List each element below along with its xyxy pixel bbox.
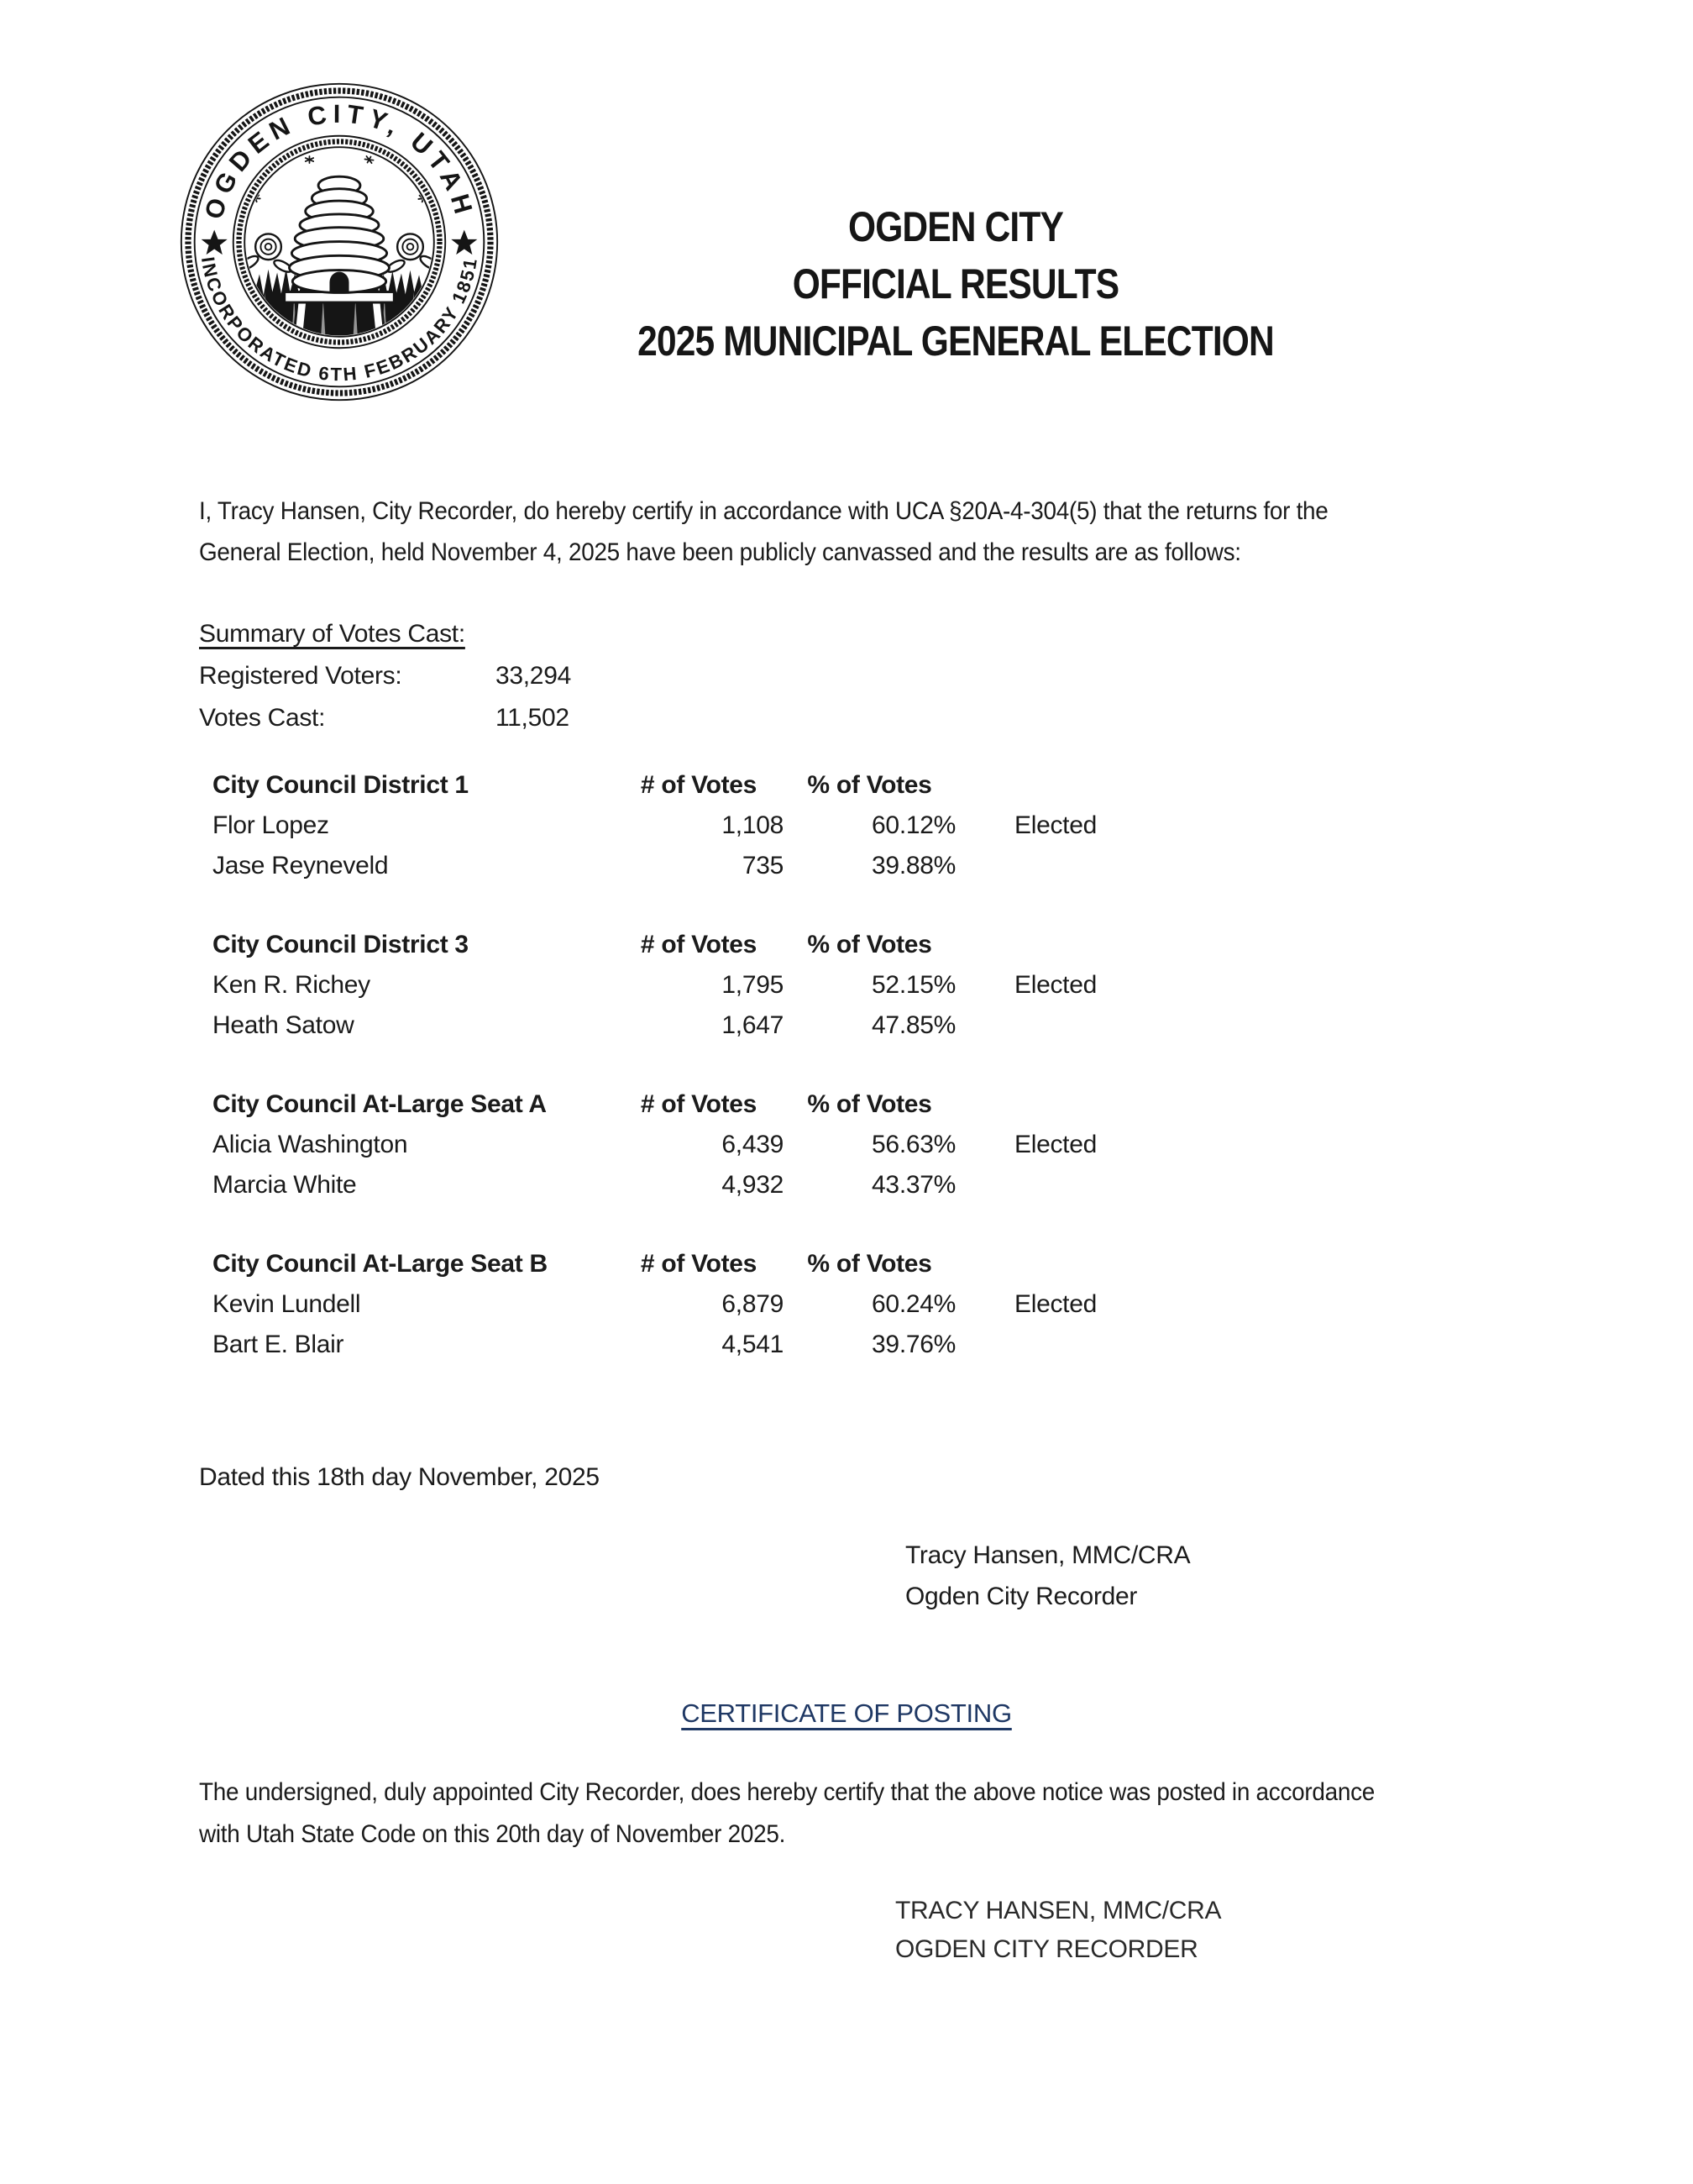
city-seal [178, 81, 501, 403]
summary-label: Registered Voters: [199, 662, 402, 690]
posting-heading: CERTIFICATE OF POSTING [681, 1698, 1012, 1728]
star-icon [451, 230, 477, 255]
title-line-3: 2025 MUNICIPAL GENERAL ELECTION [637, 318, 1274, 365]
recorder-signature-block [905, 1535, 1190, 1617]
candidate-votes: 1,795 [721, 971, 784, 999]
posting-line-1: The undersigned, duly appointed City Recorder, does hereby certify that the above notice was posted in accordance [199, 1778, 1375, 1806]
contest-section-district-1 [212, 765, 1182, 886]
summary-label: Votes Cast: [199, 704, 326, 732]
candidate-percent: 56.63% [872, 1131, 956, 1158]
candidate-percent: 52.15% [872, 971, 956, 999]
percent-column-header: % of Votes [807, 1090, 932, 1118]
posting-signature-title: OGDEN CITY RECORDER [895, 1935, 1198, 1963]
summary-heading: Summary of Votes Cast: [199, 620, 465, 648]
contest-title: City Council District 1 [212, 771, 469, 799]
summary-value: 33,294 [495, 662, 571, 690]
candidate-percent: 43.37% [872, 1171, 956, 1199]
title-line-1: OGDEN CITY [848, 203, 1063, 250]
elected-status [1014, 846, 1182, 886]
candidate-votes: 1,108 [721, 811, 784, 839]
contest-title: City Council District 3 [212, 931, 469, 958]
candidate-name: Flor Lopez [212, 811, 329, 839]
recorder-name: Tracy Hansen, MMC/CRA [905, 1541, 1191, 1569]
document-title [578, 198, 1334, 370]
contest-section-at-large-a [212, 1084, 1182, 1205]
votes-column-header: # of Votes [640, 931, 757, 958]
certification-line-2: General Election, held November 4, 2025 have been publicly canvassed and the results are as follows: [199, 538, 1241, 566]
star-icon [202, 230, 228, 255]
candidate-name: Jase Reyneveld [212, 852, 389, 879]
contest-section-district-3 [212, 925, 1182, 1046]
city-seal-graphic [178, 81, 501, 403]
candidate-name: Alicia Washington [212, 1131, 408, 1158]
candidate-votes: 1,647 [721, 1011, 784, 1039]
candidate-name: Kevin Lundell [212, 1290, 361, 1318]
hive-door-icon [329, 272, 349, 292]
posting-paragraph [199, 1772, 1503, 1856]
seal-bottom-text: INCORPORATED 6TH FEBRUARY 1851 [197, 255, 482, 386]
elected-status [1014, 1165, 1182, 1205]
candidate-percent: 47.85% [872, 1011, 956, 1039]
candidate-percent: 60.24% [872, 1290, 956, 1318]
percent-column-header: % of Votes [807, 931, 932, 958]
candidate-votes: 4,932 [721, 1171, 784, 1199]
votes-column-header: # of Votes [640, 1090, 757, 1118]
candidate-name: Heath Satow [212, 1011, 354, 1039]
votes-column-header: # of Votes [640, 1250, 757, 1278]
seal-top-text: OGDEN CITY, UTAH [198, 98, 480, 223]
percent-column-header: % of Votes [807, 771, 932, 799]
contest-section-at-large-b [212, 1244, 1182, 1365]
posting-signature-name: TRACY HANSEN, MMC/CRA [895, 1897, 1222, 1924]
candidate-name: Bart E. Blair [212, 1331, 344, 1358]
candidate-votes: 4,541 [721, 1331, 784, 1358]
summary-of-votes [199, 613, 571, 739]
summary-row [199, 697, 571, 739]
posting-line-2: with Utah State Code on this 20th day of November 2025. [199, 1820, 786, 1848]
certification-paragraph [199, 491, 1496, 573]
certification-line-1: I, Tracy Hansen, City Recorder, do hereby certify in accordance with UCA §20A-4-304(5) that the returns for the [199, 497, 1329, 525]
candidate-percent: 39.76% [872, 1331, 956, 1358]
candidate-votes: 6,879 [721, 1290, 784, 1318]
recorder-title: Ogden City Recorder [905, 1583, 1138, 1610]
summary-value: 11,502 [495, 704, 569, 732]
title-line-2: OFFICIAL RESULTS [792, 260, 1119, 307]
candidate-votes: 735 [742, 852, 784, 879]
votes-column-header: # of Votes [640, 771, 757, 799]
contest-title: City Council At-Large Seat A [212, 1090, 547, 1118]
elected-status: Elected [1014, 1290, 1097, 1318]
elected-status [1014, 1005, 1182, 1046]
summary-row [199, 655, 571, 697]
contest-results [212, 765, 1182, 1404]
posting-signature-block [895, 1892, 1221, 1969]
candidate-votes: 6,439 [721, 1131, 784, 1158]
candidate-name: Marcia White [212, 1171, 357, 1199]
dated-line: Dated this 18th day November, 2025 [199, 1463, 600, 1491]
contest-title: City Council At-Large Seat B [212, 1250, 548, 1278]
percent-column-header: % of Votes [807, 1250, 932, 1278]
candidate-percent: 60.12% [872, 811, 956, 839]
elected-status: Elected [1014, 971, 1097, 999]
elected-status: Elected [1014, 811, 1097, 839]
elected-status [1014, 1325, 1182, 1365]
elected-status: Elected [1014, 1131, 1097, 1158]
candidate-name: Ken R. Richey [212, 971, 370, 999]
candidate-percent: 39.88% [872, 852, 956, 879]
